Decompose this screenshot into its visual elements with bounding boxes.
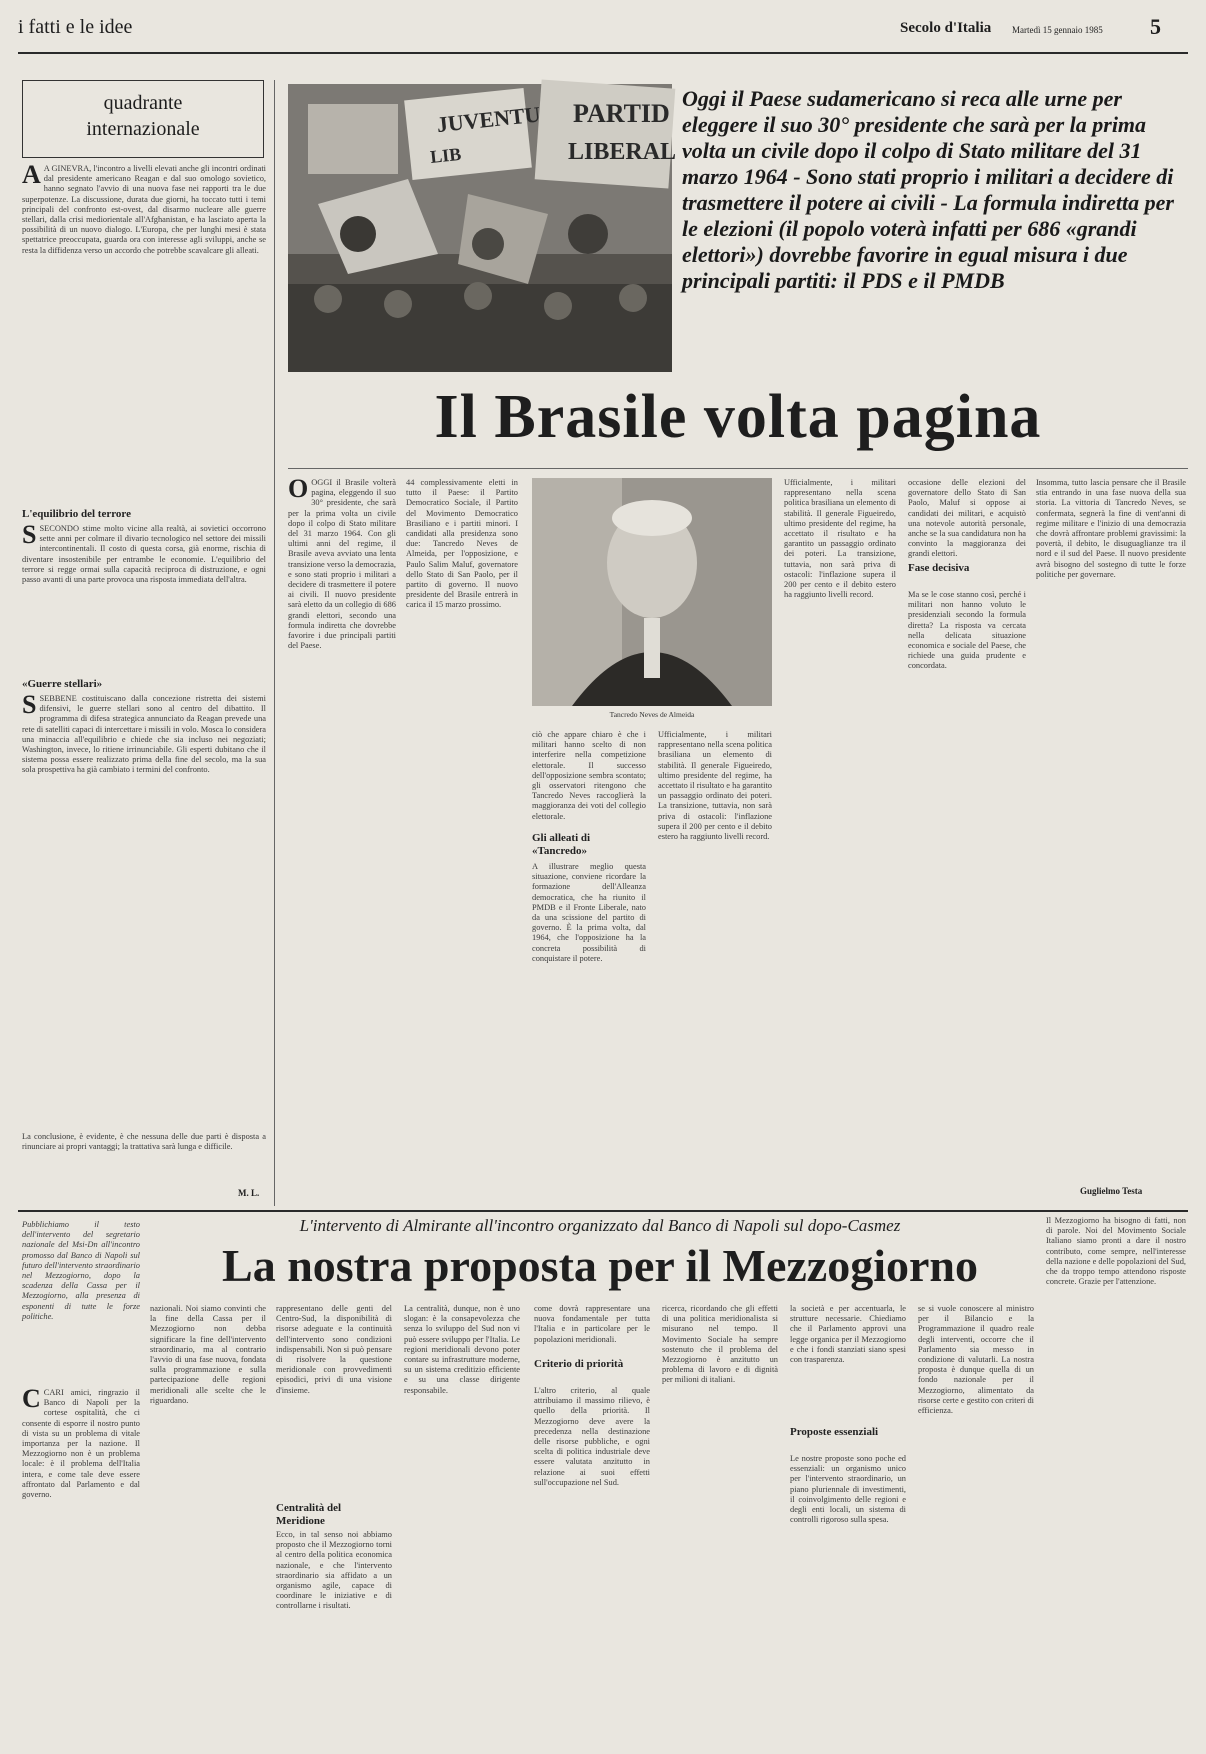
mezzogiorno-intro: Pubblichiamo il testo dell'intervento del segretario nazionale del Msi-Dn all'incontro promosso dal Banco di Napoli sul futuro dell'intervento straordinario nel Mezzogiorno, dopo la scadenza della Cassa per il Mezzogiorno, alla presenza di esponenti di tutte le forze politiche. <box>22 1220 140 1321</box>
portrait-drawing <box>532 478 772 706</box>
mezzogiorno-col-5b: L'altro criterio, al quale attribuiamo il massimo rilievo, è quello della priorità. Il Mezzogiorno deve avere la precedenza nella destinazione delle risorse pubbliche, e ogni scelta di politica industriale deve essere valutata anzitutto in relazione ai suoi effetti sull'occupazione nel Sud. <box>534 1386 650 1487</box>
mezzogiorno-col-4: La centralità, dunque, non è uno slogan: è la consapevolezza che senza lo sviluppo del Sud non vi può essere sviluppo per l'Italia. Le regioni meridionali devono poter contare su infrastrutture moderne, su un sistema creditizio efficiente e su una classe dirigente responsabile. <box>404 1304 520 1395</box>
brazil-col-5: occasione delle elezioni del governatore dello Stato di San Paolo, Maluf si oppose ai candidati dei militari, e acquistò una notevole autorità personale, anche se la sua candidatura non ha convinto la maggioranza dei grandi elettori. <box>908 478 1026 559</box>
brazil-headline: Il Brasile volta pagina <box>434 383 1042 451</box>
brazil-col-3b: A illustrare meglio questa situazione, conviene ricordare la formazione dell'Alleanza democratica, che ha riunito il PMDB e il Fronte Liberale, nato da una scissione del partito di governo. È la prima volta, dal 1964, che l'opposizione ha la concreta possibilità di conquistare il potere. <box>532 862 646 963</box>
brazil-rally-photo <box>288 84 677 372</box>
mezzogiorno-subhead-centralita: Centralità del Meridione <box>276 1502 342 1527</box>
sidebar-closing-text: La conclusione, è evidente, è che nessuna delle due parti è disposta a rinunciare ai propri vantaggi; la trattativa sarà lunga e difficile. <box>22 1132 266 1152</box>
mezzogiorno-col-2: nazionali. Noi siamo convinti che la fine della Cassa per il Mezzogiorno non debba significare la fine dell'intervento straordinario, ma al contrario l'avvio di una fase nuova, fondata sulla programmazione e sulla partecipazione delle regioni meridionali alle scelte che le riguardano. <box>150 1304 266 1405</box>
header-rule <box>18 52 1188 54</box>
brazil-col-3: ciò che appare chiaro è che i militari hanno scelto di non interferire nella competizione elettorale. Il successo dell'opposizione sembra scontato; gli osservatori ritengono che Tancredo Neves raccoglierà la maggioranza dei voti del collegio elettorale. <box>532 730 646 821</box>
issue-date: Martedì 15 gennaio 1985 <box>1012 25 1103 35</box>
rally-photo-drawing <box>288 84 677 372</box>
mezzogiorno-subhead-proposte: Proposte essenziali <box>790 1426 879 1438</box>
banner-text-2: LIB <box>429 143 463 168</box>
brazil-subhead-fase: Fase decisiva <box>908 562 970 574</box>
brazil-col-1: OOGGI il Brasile volterà pagina, eleggendo il suo 30° presidente, che sarà per la prima volta un civile dopo il colpo di Stato militare del 31 marzo 1964. Con gli ultimi anni del regime, il Brasile aveva avviato una lenta transizione verso la democrazia, e sono stati proprio i militari a decidere di trasmettere il potere ai civili. Il nuovo presidente sarà eletto da un collegio di 686 grandi elettori, secondo una formula indiretta che dovrebbe favorire i due principali partiti del Paese. <box>288 474 396 651</box>
page-number: 5 <box>1150 14 1161 39</box>
banner-text-3: PARTID <box>573 99 670 128</box>
mezzogiorno-col-6: ricerca, ricordando che gli effetti di una politica meridionalista si misurano nel tempo. Il Movimento Sociale ha sempre sostenuto che il problema del Mezzogiorno è anzitutto un problema di lavoro e di dignità per milioni di italiani. <box>662 1304 778 1385</box>
sidebar-signature: M. L. <box>238 1188 260 1198</box>
brazil-headline-rule <box>288 468 1188 469</box>
sidebar-guerre-text: SSEBBENE costituiscano dalla concezione ristretta dei sistemi difensivi, le guerre stellari sono al centro del dibattito. Il programma di difesa strategica annunciato da Reagan prevede una rete di satelliti capaci di intercettare i missili in volo. Mosca lo considera una minaccia all'equilibrio e chiede che sia incluso nei negoziati; Washington, invece, lo ritiene irrinunciabile. Gli esperti dubitano che il sistema possa essere realizzato prima della fine del secolo, ma la sua sola prospettiva ha già cambiato i termini del confronto. <box>22 690 266 775</box>
brazil-subhead-alleati: Gli alleati di «Tancredo» <box>532 832 591 857</box>
newspaper-name: Secolo d'Italia <box>900 20 992 36</box>
brazil-col-2: 44 complessivamente eletti in tutto il Paese: il Partito Democratico Sociale, il Partito del Movimento Democratico Brasiliano e i partiti minori. I candidati alla presidenza sono due: Tancredo Neves de Almeida, per l'opposizione, e Paulo Salim Maluf, governatore dello Stato di San Paolo, per il partito di governo. Il nuovo presidente del Brasile entrerà in carica il 15 marzo prossimo. <box>406 478 518 610</box>
banner-text-4: LIBERAL <box>568 139 677 165</box>
mezzogiorno-col-9: Il Mezzogiorno ha bisogno di fatti, non di parole. Noi del Movimento Sociale Italiano siamo pronti a dare il nostro contributo, come sempre, nell'interesse della nazione e delle popolazioni del Sud, che da troppo tempo attendono risposte concrete. Grazie per l'attenzione. <box>1046 1216 1186 1287</box>
tancredo-photo <box>532 478 772 706</box>
section-title: i fatti e le idee <box>18 16 133 38</box>
brazil-col-4: Ufficialmente, i militari rappresentano nella scena politica brasiliana un elemento di stabilità. Il generale Figueiredo, ultimo presidente del regime, ha accettato il risultato e ha garantito un passaggio ordinato dei poteri. La transizione, tuttavia, non sarà priva di ostacoli: l'inflazione supera il 200 per cento e il debito estero ha raggiunto livelli record. <box>658 730 772 842</box>
sidebar-intro: A A GINEVRA, l'incontro a livelli elevati anche gli incontri ordinati dal presidente americano Reagan e dal suo omologo sovietico, hanno segnato l'avvio di una nuova fase nei rapporti tra le due superpotenze. La discussione, durata due giorni, ha toccato tutti i temi principali del confronto est-ovest, dal disarmo nucleare alle guerre stellari, dalla crisi mediorientale all'Afghanistan, e ha lasciato aperta la possibilità di un nuovo dialogo. L'Europa, che per lunghi mesi è stata spettatrice preoccupata, guarda ora con interesse agli sviluppi, anche se resta la diffidenza verso un accordo che potrebbe scavalcare gli alleati. <box>22 160 266 255</box>
mezzogiorno-col-5: come dovrà rappresentare una nuova fondamentale per tutta l'Italia e in particolare per le popolazioni meridionali. <box>534 1304 650 1344</box>
mezzogiorno-headline: La nostra proposta per il Mezzogiorno <box>222 1240 978 1291</box>
mezzogiorno-col-1: CCARI amici, ringrazio il Banco di Napoli per la cortese ospitalità, che ci consente di esporre il nostro punto di vista su un problema di vitale importanza per la nazione. Il Mezzogiorno non è un problema locale: è il problema dell'Italia intera, e come tale deve essere affrontato dal Parlamento e dal governo. <box>22 1384 140 1500</box>
brazil-col-6: Insomma, tutto lascia pensare che il Brasile stia entrando in una fase nuova della sua storia. La vittoria di Tancredo Neves, se confermata, segnerà la fine di vent'anni di regime militare e l'inizio di una democrazia che dovrà affrontare problemi gravissimi: la povertà, il debito, le disuguaglianze tra il nord e il sud del Paese. Il nuovo presidente avrà bisogno del sostegno di tutte le forze politiche per governare. <box>1036 478 1186 579</box>
mezzogiorno-col-8: se si vuole conoscere al ministro per il Bilancio e la Programmazione il quadro reale degli interventi, occorre che il Parlamento sia messo in condizione di valutarli. La nostra proposta è dunque quella di un fondo nazionale per il Mezzogiorno, alimentato da risorse certe e gestito con criteri di efficienza. <box>918 1304 1034 1416</box>
mezzogiorno-col-3: rappresentano delle genti del Centro-Sud, la disponibilità di risorse adeguate e la continuità dell'intervento sono condizioni indispensabili. Non si può pensare di risolvere la questione meridionale con provvedimenti episodici, privi di una visione d'insieme. <box>276 1304 392 1395</box>
mezzogiorno-col-7: la società e per accentuarla, le strutture necessarie. Chiediamo che il Parlamento approvi una legge organica per il Mezzogiorno e che i fondi stanziati siano spesi con trasparenza. <box>790 1304 906 1365</box>
sidebar-divider <box>274 80 275 1206</box>
mezzogiorno-subhead-criterio: Criterio di priorità <box>534 1358 624 1370</box>
quadrante-title: quadrante internazionale <box>86 92 200 140</box>
tancredo-caption: Tancredo Neves de Almeida <box>609 710 695 719</box>
mezzogiorno-col-7b: Le nostre proposte sono poche ed essenziali: un organismo unico per l'intervento straordinario, un piano pluriennale di investimenti, il coinvolgimento delle regioni e degli enti locali, un sistema di controlli rigoroso sulla spesa. <box>790 1454 906 1525</box>
brazil-deck: Oggi il Paese sudamericano si reca alle urne per eleggere il suo 30° presidente che sarà per la prima volta un civile dopo il colpo di Stato militare del 31 marzo 1964 - Sono stati proprio i militari a decidere di trasmettere il potere ai civili - La formula indiretta per le elezioni (il popolo voterà infatti per 686 «grandi elettori») dovrebbe favorire in egual misura i due principali partiti: il PDS e il PMDB <box>682 86 1174 293</box>
mezzogiorno-col-3b: Ecco, in tal senso noi abbiamo proposto che il Mezzogiorno torni al centro della politica economica nazionale, e che l'intervento straordinario sia affidato a un organismo agile, capace di coordinare le iniziative e di controllarne i risultati. <box>276 1530 392 1611</box>
sidebar-subhead-equilibrio: L'equilibrio del terrore <box>22 508 131 520</box>
section-divider <box>18 1210 1188 1212</box>
sidebar-equilibrio-text: SSECONDO stime molto vicine alla realtà, ai sovietici occorrono sette anni per colmare il divario tecnologico nel settore dei missili intercontinentali. Il costo di questa corsa, già enorme, rischia di diventare insostenibile per entrambe le economie. L'equilibrio del terrore si regge ormai sulla capacità reciproca di distruzione, e ogni passo avanti di una parte provoca una risposta immediata dell'altra. <box>22 520 266 585</box>
mezzogiorno-kicker: L'intervento di Almirante all'incontro organizzato dal Banco di Napoli sul dopo-Casmez <box>299 1216 901 1235</box>
brazil-col-4-top: Ufficialmente, i militari rappresentano nella scena politica brasiliana un elemento di stabilità. Il generale Figueiredo, ultimo presidente del regime, ha accettato il risultato e ha garantito un passaggio ordinato dei poteri. La transizione, tuttavia, non sarà priva di ostacoli: l'inflazione supera il 200 per cento e il debito estero ha raggiunto livelli record. <box>784 478 896 600</box>
brazil-byline: Guglielmo Testa <box>1080 1186 1143 1196</box>
banner-text-1: JUVENTU <box>435 101 542 138</box>
brazil-col-5b: Ma se le cose stanno così, perché i militari non hanno voluto le presidenziali secondo la formula diretta? La risposta va cercata nella delicata situazione economica e sociale del Paese, che richiede una guida prudente e concordata. <box>908 590 1026 671</box>
sidebar-subhead-guerre: «Guerre stellari» <box>22 678 103 690</box>
